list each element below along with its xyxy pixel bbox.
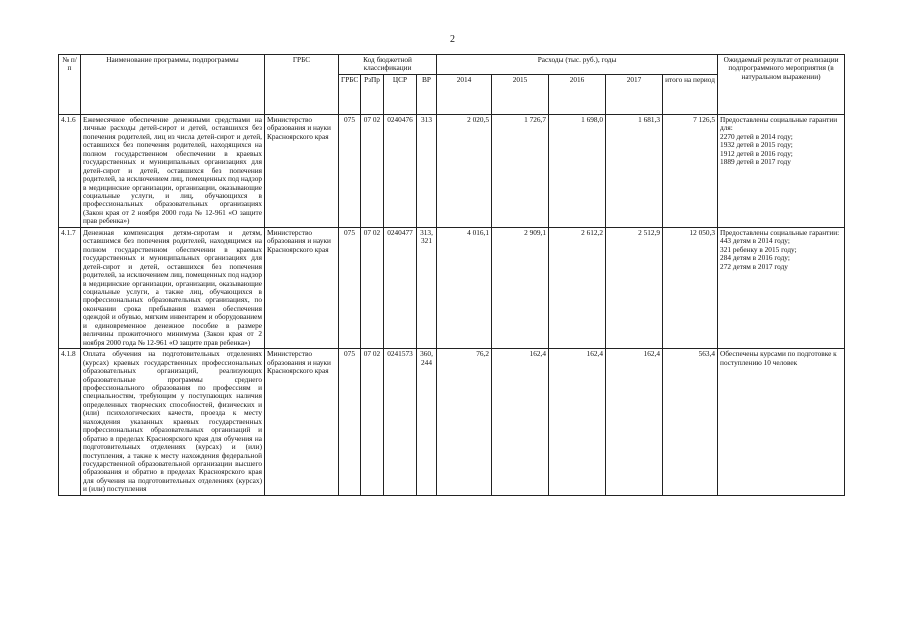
row-csr: 0240477	[384, 227, 417, 348]
header-code-vr: ВР	[417, 74, 437, 114]
row-result	[718, 349, 845, 496]
row-rzpr: 07 02	[361, 114, 384, 227]
header-year-2016: 2016	[549, 74, 606, 114]
row-2017: 1 681,3	[606, 114, 663, 227]
header-code-csr: ЦСР	[384, 74, 417, 114]
header-number: № п/п	[59, 55, 81, 115]
row-code-grbs: 075	[339, 227, 361, 348]
row-rzpr: 07 02	[361, 349, 384, 496]
table-row	[59, 227, 845, 348]
row-2014: 76,2	[437, 349, 492, 496]
row-2015: 1 726,7	[492, 114, 549, 227]
table-row	[59, 114, 845, 227]
page-number: 2	[450, 34, 455, 45]
header-year-2017: 2017	[606, 74, 663, 114]
row-2015: 2 909,1	[492, 227, 549, 348]
header-name: Наименование программы, подпрограммы	[81, 55, 265, 115]
header-grbs: ГРБС	[265, 55, 339, 115]
row-2015: 162,4	[492, 349, 549, 496]
row-vr: 313, 321	[417, 227, 437, 348]
result-line: 321 ребенку в 2015 году;	[720, 244, 797, 254]
row-total: 12 050,3	[663, 227, 718, 348]
row-name: Денежная компенсация детям-сиротам и детям, оставшимся без попечения родителей, находящимся на полном государственном обеспечении в краевых государственных и муниципальных организациях для детей-сирот и детей, оставшихся без попечения родителей, за исключением лиц, помещенных под надзор в медицинские организации, организации, оказывающие социальные услуги, а также лиц, обучающихся в профессиональных образовательных организациях, по окончании срока пребывания взамен обеспечения одеждой и обувью, мягким инвентарем и оборудованием и единовременное денежное пособие в размере величины прожиточного минимума (Закон края от 2 ноября 2000 года № 12-961 «О защите прав ребенка»)	[81, 227, 265, 348]
result-line: 443 детям в 2014 году;	[720, 236, 790, 246]
header-code-grbs: ГРБС	[339, 74, 361, 114]
row-csr: 0240476	[384, 114, 417, 227]
result-line: 2270 детей в 2014 году;	[720, 131, 793, 141]
header-budget-code: Код бюджетной классификации	[339, 55, 437, 75]
row-number: 4.1.7	[59, 227, 81, 348]
row-grbs: Министерство образования и науки Красноярского края	[265, 114, 339, 227]
row-number: 4.1.6	[59, 114, 81, 227]
header-year-2015: 2015	[492, 74, 549, 114]
row-vr: 313	[417, 114, 437, 227]
row-code-grbs: 075	[339, 114, 361, 227]
header-total: итого на период	[663, 74, 718, 114]
row-code-grbs: 075	[339, 349, 361, 496]
header-expenses: Расходы (тыс. руб.), годы	[437, 55, 718, 75]
row-number: 4.1.8	[59, 349, 81, 496]
row-name: Ежемесячное обеспечение денежными средствами на личные расходы детей-сирот и детей, оставшихся без попечения родителей, лиц из числа детей-сирот и детей, оставшихся без попечения родителей, находящихся на полном государственном обеспечении в краевых государственных и муниципальных организациях для детей-сирот и детей, оставшихся без попечения родителей, за исключением лиц, помещенных под надзор в медицинские организации, организации, оказывающие социальные услуги, и лиц, обучающихся в профессиональных образовательных организациях (Закон края от 2 ноября 2000 года № 12-961 «О защите прав ребенка»)	[81, 114, 265, 227]
row-grbs: Министерство образования и науки Красноярского края	[265, 227, 339, 348]
budget-table	[58, 54, 845, 496]
row-2017: 162,4	[606, 349, 663, 496]
row-2014: 4 016,1	[437, 227, 492, 348]
row-2017: 2 512,9	[606, 227, 663, 348]
row-name: Оплата обучения на подготовительных отделениях (курсах) краевых государственных профессиональных образовательных организаций, реализующих образовательные программы среднего профессионального образования по профессиям и специальностям, требующим у поступающих наличия определенных творческих способностей, физических и (или) психологических качеств, проезда к месту нахождения указанных краевых государственных профессиональных образовательных организаций и обратно в пределах Красноярского края для обучения на подготовительных отделениях (курсах) и (или) поступления, а также к месту нахождения федеральной государственной образовательной организации высшего образования и обратно в пределах Красноярского края для обучения на подготовительных отделениях (курсах) и (или) поступления	[81, 349, 265, 496]
result-line: 1932 детей в 2015 году;	[720, 140, 793, 150]
row-total: 563,4	[663, 349, 718, 496]
row-result	[718, 227, 845, 348]
row-vr: 360, 244	[417, 349, 437, 496]
row-csr: 0241573	[384, 349, 417, 496]
result-line: Предоставлены социальные гарантии:	[720, 227, 840, 237]
header-expected-result: Ожидаемый результат от реализации подпрограммного мероприятия (в натуральном выражении)	[718, 55, 845, 115]
row-2016: 1 698,0	[549, 114, 606, 227]
row-2014: 2 020,5	[437, 114, 492, 227]
result-line: Обеспечены курсами по подготовке к поступлению 10 человек	[720, 349, 837, 367]
row-2016: 162,4	[549, 349, 606, 496]
row-rzpr: 07 02	[361, 227, 384, 348]
result-line: Предоставлены социальные гарантии для:	[720, 114, 838, 133]
table-row	[59, 349, 845, 496]
result-line: 272 детям в 2017 году	[720, 261, 788, 271]
row-result	[718, 114, 845, 227]
row-2016: 2 612,2	[549, 227, 606, 348]
result-line: 1912 детей в 2016 году;	[720, 148, 793, 158]
result-line: 284 детям в 2016 году;	[720, 253, 790, 263]
result-line: 1889 детей в 2017 году	[720, 157, 791, 167]
header-year-2014: 2014	[437, 74, 492, 114]
row-total: 7 126,5	[663, 114, 718, 227]
row-grbs: Министерство образования и науки Красноярского края	[265, 349, 339, 496]
header-code-rzpr: РзПр	[361, 74, 384, 114]
